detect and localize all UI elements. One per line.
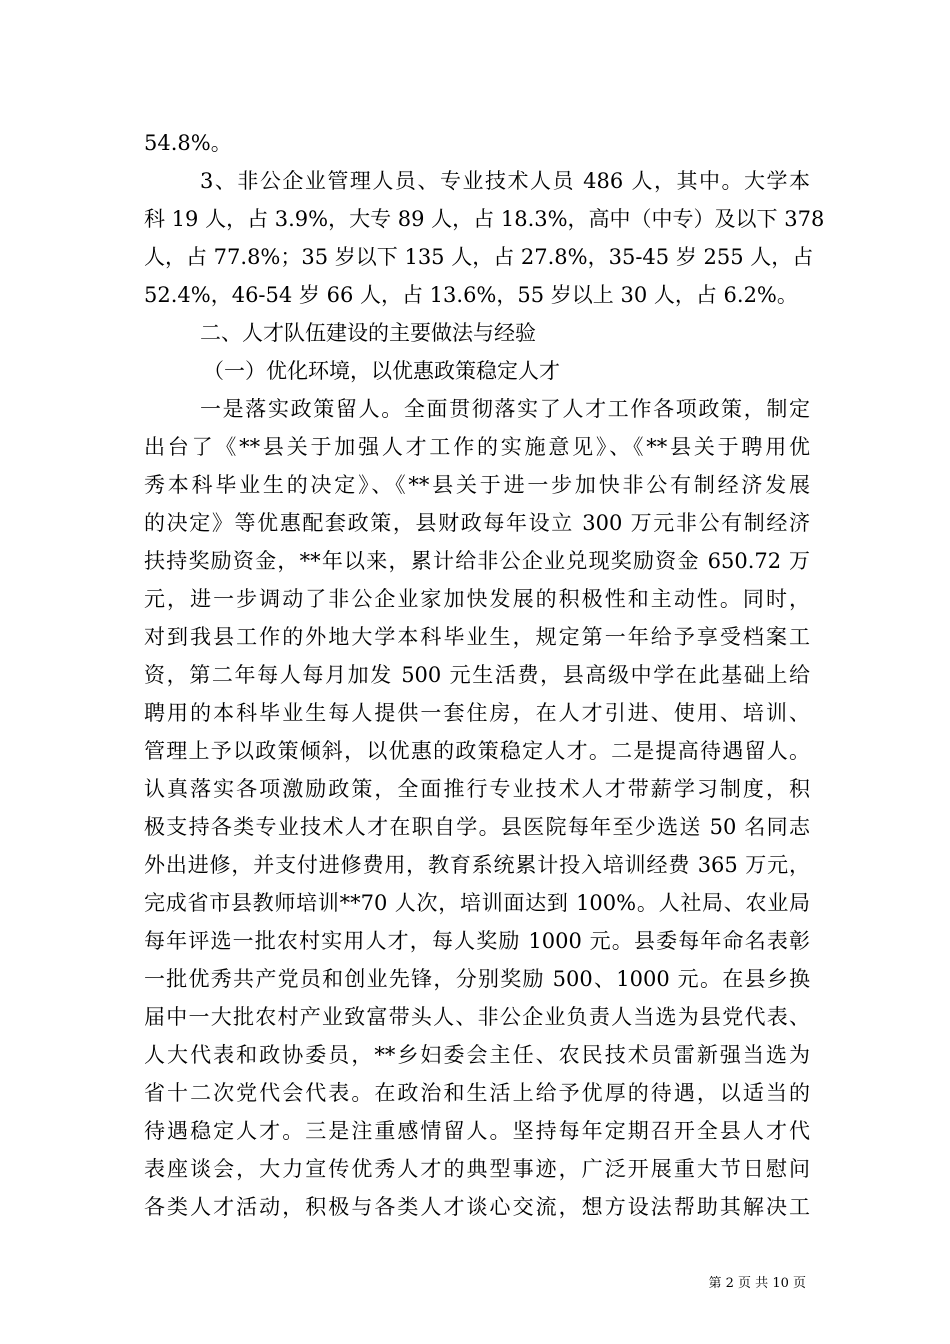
text-line: 届中一大批农村产业致富带头人、非公企业负责人当选为县党代表、 bbox=[144, 1005, 810, 1029]
text-line: 扶持奖励资金，**年以来，累计给非公企业兑现奖励资金 650.72 万 bbox=[144, 549, 810, 573]
text-line: 秀本科毕业生的决定》、《**县关于进一步加快非公有制经济发展 bbox=[144, 473, 810, 497]
text-line: 极支持各类专业技术人才在职自学。县医院每年至少选送 50 名同志 bbox=[144, 815, 810, 839]
text-line: 52.4%，46-54 岁 66 人，占 13.6%，55 岁以上 30 人，占 6.2%。 bbox=[144, 283, 798, 307]
text-line: 54.8%。 bbox=[144, 131, 232, 155]
text-line: 各类人才活动，积极与各类人才谈心交流，想方设法帮助其解决工 bbox=[144, 1195, 810, 1219]
text-line: 管理上予以政策倾斜，以优惠的政策稳定人才。二是提高待遇留人。 bbox=[144, 739, 810, 763]
section-heading: 二、人才队伍建设的主要做法与经验 bbox=[200, 321, 536, 345]
page-number-footer: 第 2 页 共 10 页 bbox=[708, 1276, 806, 1291]
text-line: 省十二次党代会代表。在政治和生活上给予优厚的待遇，以适当的 bbox=[144, 1081, 810, 1105]
text-line: 出台了《**县关于加强人才工作的实施意见》、《**县关于聘用优 bbox=[144, 435, 810, 459]
text-line: 3、非公企业管理人员、专业技术人员 486 人，其中。大学本 bbox=[200, 169, 810, 193]
subsection-heading: （一）优化环境，以优惠政策稳定人才 bbox=[203, 359, 560, 383]
text-line: 人大代表和政协委员，**乡妇委会主任、农民技术员雷新强当选为 bbox=[144, 1043, 810, 1067]
text-line: 表座谈会，大力宣传优秀人才的典型事迹，广泛开展重大节日慰问 bbox=[144, 1157, 810, 1181]
text-line: 一是落实政策留人。全面贯彻落实了人才工作各项政策，制定 bbox=[200, 397, 810, 421]
text-line: 外出进修，并支付进修费用，教育系统累计投入培训经费 365 万元， bbox=[144, 853, 810, 877]
text-line: 人，占 77.8%；35 岁以下 135 人，占 27.8%，35-45 岁 255 人，占 bbox=[144, 245, 814, 269]
text-line: 的决定》等优惠配套政策，县财政每年设立 300 万元非公有制经济 bbox=[144, 511, 810, 535]
text-line: 科 19 人，占 3.9%，大专 89 人，占 18.3%，高中（中专）及以下 378 bbox=[144, 207, 825, 231]
text-line: 待遇稳定人才。三是注重感情留人。坚持每年定期召开全县人才代 bbox=[144, 1119, 810, 1143]
text-line: 认真落实各项激励政策，全面推行专业技术人才带薪学习制度，积 bbox=[144, 777, 810, 801]
text-line: 完成省市县教师培训**70 人次，培训面达到 100%。人社局、农业局 bbox=[144, 891, 810, 915]
text-line: 聘用的本科毕业生每人提供一套住房，在人才引进、使用、培训、 bbox=[144, 701, 810, 725]
text-line: 元，进一步调动了非公企业家加快发展的积极性和主动性。同时， bbox=[144, 587, 810, 611]
text-line: 一批优秀共产党员和创业先锋，分别奖励 500、1000 元。在县乡换 bbox=[144, 967, 810, 991]
text-line: 对到我县工作的外地大学本科毕业生，规定第一年给予享受档案工 bbox=[144, 625, 810, 649]
text-line: 资，第二年每人每月加发 500 元生活费，县高级中学在此基础上给 bbox=[144, 663, 810, 687]
text-line: 每年评选一批农村实用人才，每人奖励 1000 元。县委每年命名表彰 bbox=[144, 929, 810, 953]
